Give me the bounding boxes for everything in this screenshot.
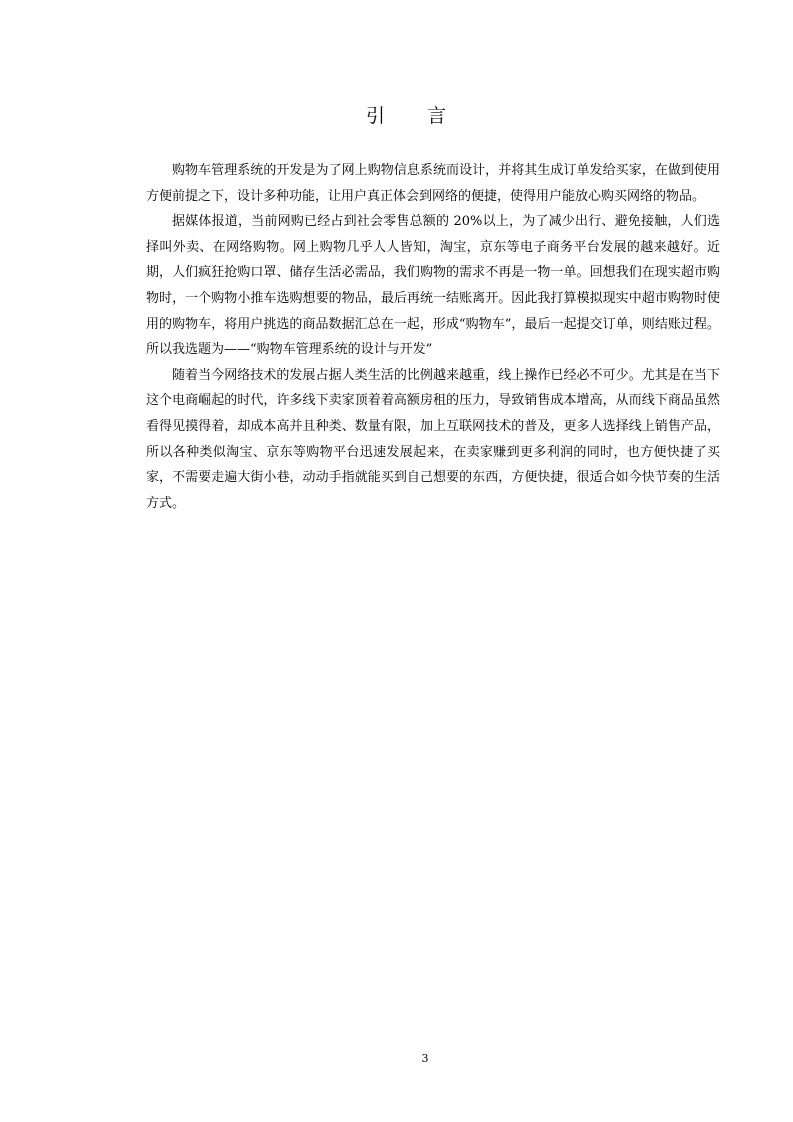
- page-title: 引 言: [365, 105, 465, 127]
- paragraph-1: 购物车管理系统的开发是为了网上购物信息系统而设计，并将其生成订单发给买家，在做到使用方便前提之下，设计多种功能，让用户真正体会到网络的便捷，使得用户能放心购买网络的物品。: [146, 163, 720, 204]
- body-text: [146, 158, 720, 516]
- paragraph-3: 随着当今网络技术的发展占据人类生活的比例越来越重，线上操作已经必不可少。尤其是在当下这个电商崛起的时代，许多线下卖家顶着着高额房租的压力，导致销售成本增高，从而线下商品虽然看得见摸得着，却成本高并且种类、数量有限，加上互联网技术的普及，更多人选择线上销售产品，所以各种类似淘宝、京东等购物平台迅速发展起来，在卖家赚到更多利润的同时，也方便快捷了买家，不需要走遍大街小巷，动动手指就能买到自己想要的东西，方便快捷，很适合如今快节奏的生活方式。: [146, 367, 720, 511]
- page-number: 3: [421, 1052, 429, 1065]
- paragraph-2: 据媒体报道，当前网购已经占到社会零售总额的 20%以上，为了减少出行、避免接触，人们选择叫外卖、在网络购物。网上购物几乎人人皆知，淘宝，京东等电子商务平台发展的越来越好。近期，人们疯狂抢购口罩、储存生活必需品，我们购物的需求不再是一物一单。回想我们在现实超市购物时，一个购物小推车选购想要的物品，最后再统一结账离开。因此我打算模拟现实中超市购物时使用的购物车，将用户挑选的商品数据汇总在一起，形成“购物车”，最后一起提交订单，则结账过程。所以我选题为——“购物车管理系统的设计与开发”: [146, 214, 720, 358]
